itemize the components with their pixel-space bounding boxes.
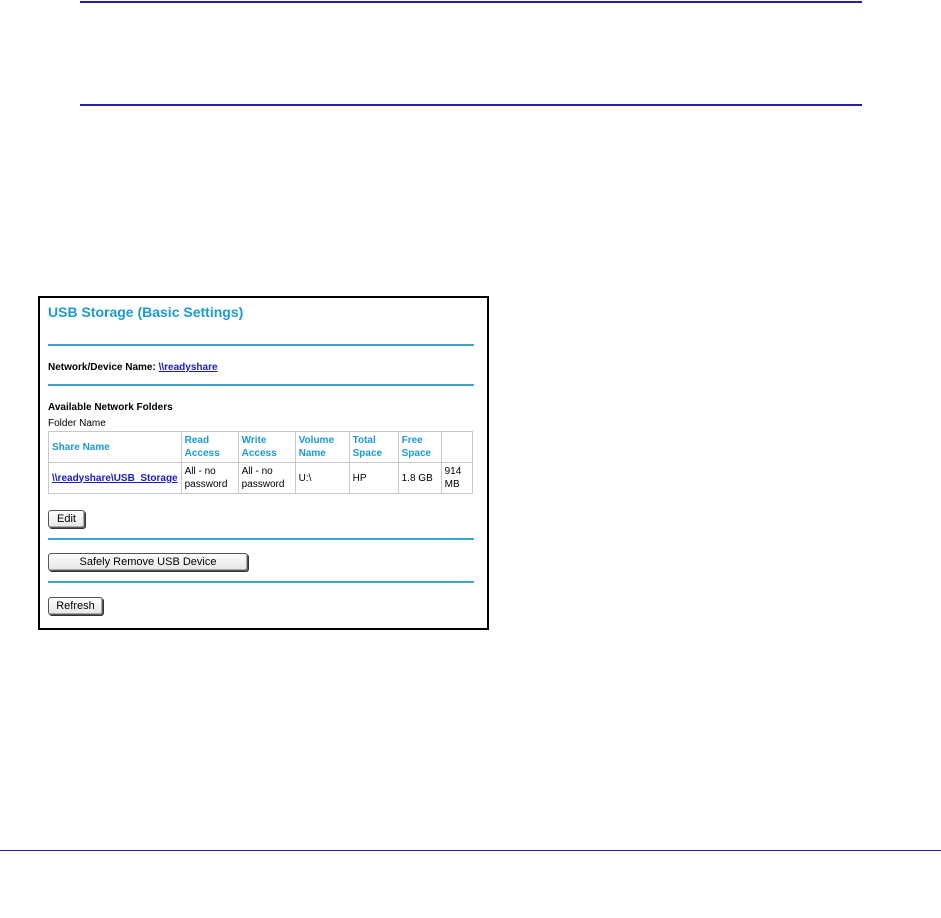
edit-button[interactable]: Edit bbox=[48, 510, 85, 528]
divider bbox=[48, 581, 474, 583]
available-folders-heading: Available Network Folders bbox=[48, 402, 173, 413]
column-header-total-space: Total Space bbox=[349, 432, 398, 463]
device-name-link[interactable]: \\readyshare bbox=[158, 362, 218, 373]
device-name-label: Network/Device Name: bbox=[48, 362, 156, 373]
table-header-row bbox=[49, 432, 473, 463]
divider bbox=[48, 384, 474, 386]
page-rule-bottom bbox=[0, 850, 941, 851]
table-row bbox=[49, 463, 473, 494]
total-space-cell: HP bbox=[349, 463, 398, 494]
column-header-volume-name: Volume Name bbox=[295, 432, 349, 463]
divider bbox=[48, 538, 474, 540]
folders-table bbox=[48, 431, 473, 494]
column-header-blank bbox=[441, 432, 472, 463]
share-name-link[interactable]: \\readyshare\USB_Storage bbox=[52, 472, 178, 484]
volume-name-cell: U:\ bbox=[295, 463, 349, 494]
write-access-cell: All - no password bbox=[238, 463, 295, 494]
page-rule-middle bbox=[80, 104, 862, 106]
column-header-free-space: Free Space bbox=[398, 432, 441, 463]
usb-storage-panel bbox=[38, 296, 489, 630]
column-header-write-access: Write Access bbox=[238, 432, 295, 463]
page-title: USB Storage (Basic Settings) bbox=[48, 304, 244, 320]
extra-value-cell: 914 MB bbox=[441, 463, 472, 494]
safely-remove-usb-button[interactable]: Safely Remove USB Device bbox=[48, 553, 248, 571]
free-space-cell: 1.8 GB bbox=[398, 463, 441, 494]
folder-name-label: Folder Name bbox=[48, 418, 106, 429]
refresh-button[interactable]: Refresh bbox=[48, 597, 103, 615]
divider bbox=[48, 344, 474, 346]
page-rule-top bbox=[80, 1, 862, 3]
read-access-cell: All - no password bbox=[181, 463, 238, 494]
column-header-share-name: Share Name bbox=[49, 432, 182, 463]
share-name-cell bbox=[49, 463, 182, 494]
device-name-row bbox=[48, 362, 218, 373]
column-header-read-access: Read Access bbox=[181, 432, 238, 463]
